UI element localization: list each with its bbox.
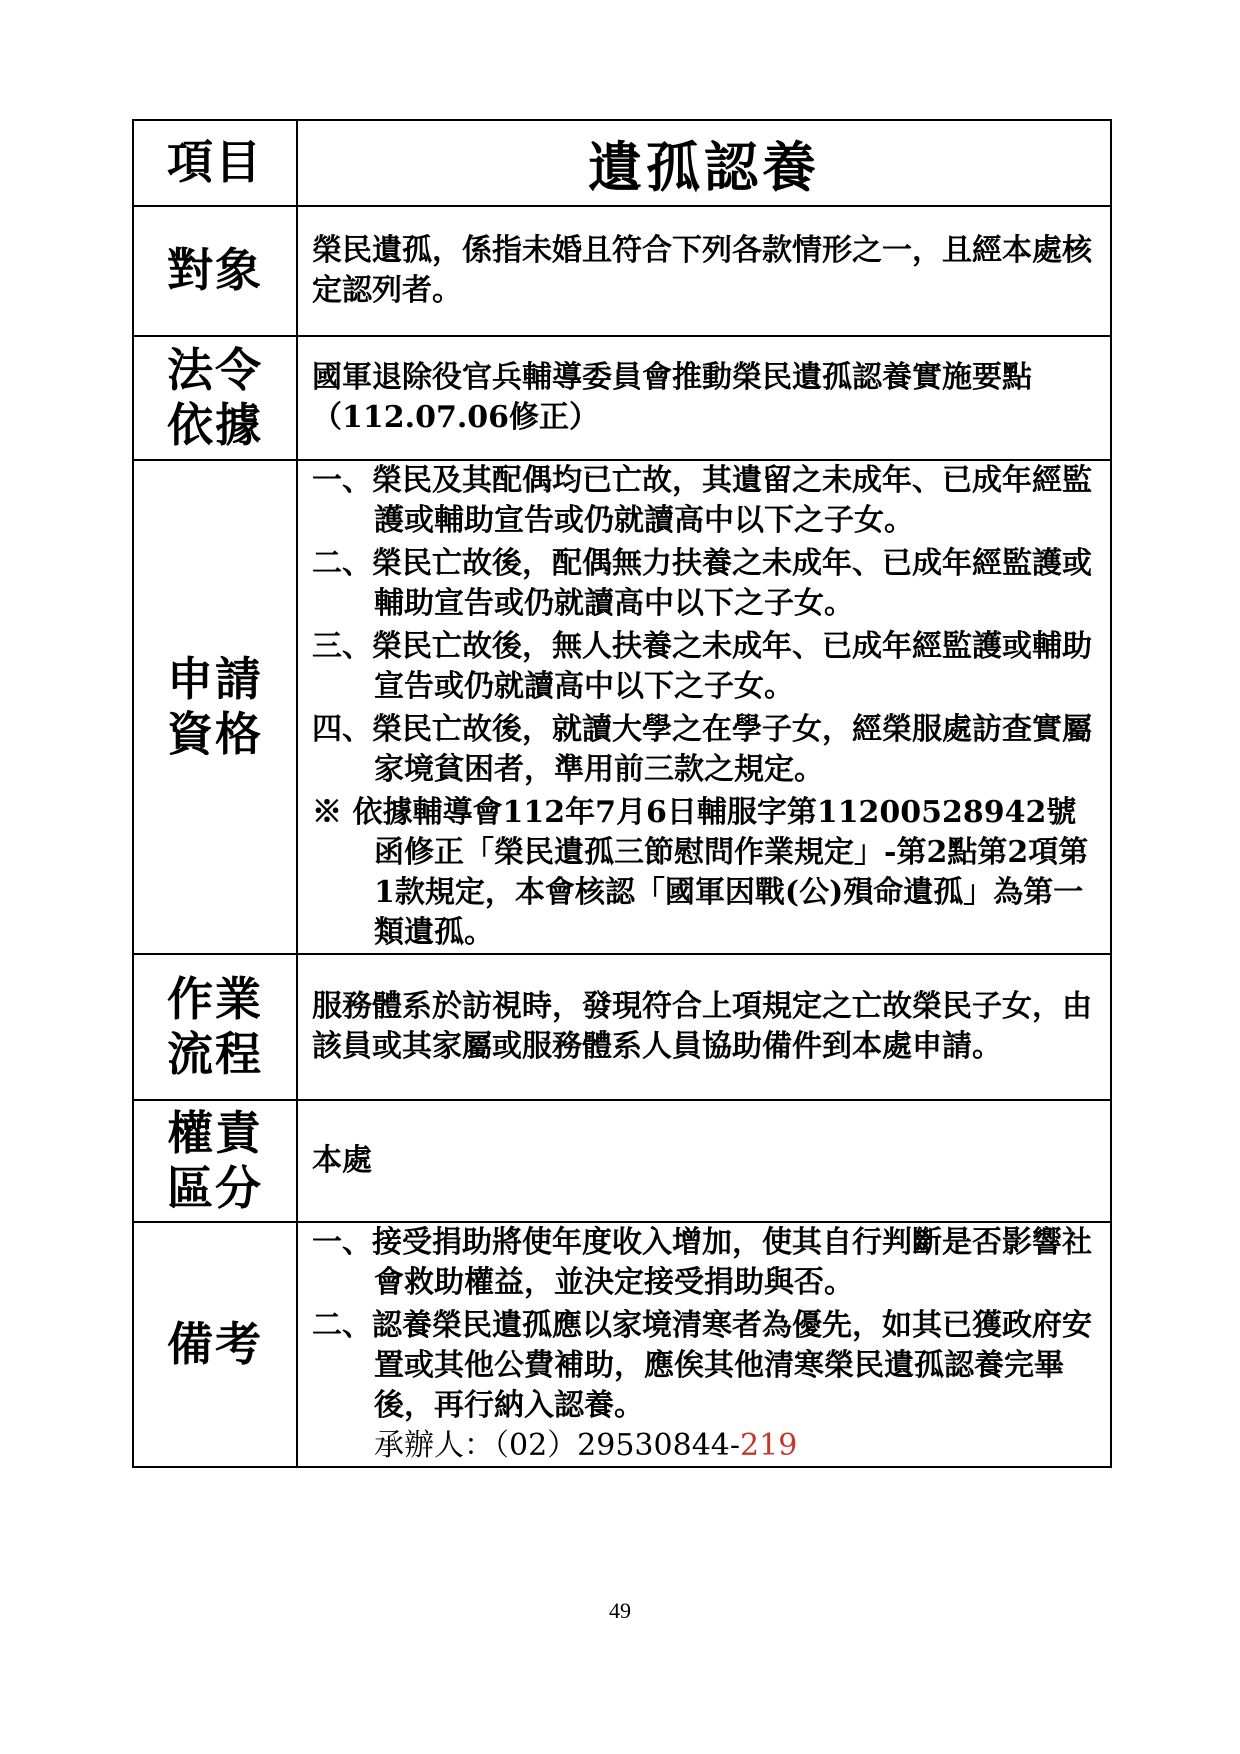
eligibility-label-line-1: 申請 — [167, 651, 263, 706]
remarks-item-2: 二、認養榮民遺孤應以家境清寒者為優先，如其已獲政府安置或其他公費補助，應俟其他清寒榮民遺孤認養完畢後，再行納入認養。 — [312, 1308, 1092, 1423]
eligibility-label — [133, 460, 297, 954]
form-table — [132, 119, 1112, 1468]
workflow-content: 服務體系於訪視時，發現符合上項規定之亡故榮民子女，由該員或其家屬或服務體系人員協助備件到本處申請。 — [297, 954, 1111, 1100]
eligibility-item-3: 三、榮民亡故後，無人扶養之未成年、已成年經監護或輔助宣告或仍就讀高中以下之子女。 — [312, 629, 1092, 704]
remarks-item-1: 一、接受捐助將使年度收入增加，使其自行判斷是否影響社會救助權益，並決定接受捐助與否。 — [312, 1225, 1092, 1300]
target-label-line-1: 對象 — [167, 243, 263, 298]
eligibility-label-line-2: 資格 — [167, 707, 263, 761]
responsibility-label-line-1: 權責 — [167, 1105, 263, 1160]
legal-basis-label — [133, 336, 297, 460]
workflow-label-line-1: 作業 — [167, 971, 263, 1026]
eligibility-item-1: 一、榮民及其配偶均已亡故，其遺留之未成年、已成年經監護或輔助宣告或仍就讀高中以下之子女。 — [312, 463, 1092, 538]
page-number: 49 — [609, 1598, 631, 1623]
row-remarks — [133, 1222, 1111, 1467]
responsibility-label-line-2: 區分 — [167, 1161, 263, 1215]
row-responsibility — [133, 1100, 1111, 1222]
legal-basis-content: 國軍退除役官兵輔導委員會推動榮民遺孤認養實施要點（112.07.06修正） — [297, 336, 1111, 460]
row-workflow — [133, 954, 1111, 1100]
legal-basis-label-line-2: 依據 — [167, 398, 263, 452]
responsibility-content: 本處 — [297, 1100, 1111, 1222]
remarks-label — [133, 1222, 297, 1467]
row-header — [133, 120, 1111, 206]
legal-basis-label-line-1: 法令 — [167, 342, 263, 397]
eligibility-note: ※ 依據輔導會112年7月6日輔服字第11200528942號函修正「榮民遺孤三節慰問作業規定」-第2點第2項第1款規定，本會核認「國軍因戰(公)殞命遺孤」為第一類遺孤。 — [312, 795, 1089, 950]
contact-line — [312, 1426, 1096, 1466]
target-label — [133, 206, 297, 336]
header-label: 項目 — [133, 120, 297, 206]
form-title: 遺孤認養 — [297, 120, 1111, 206]
workflow-label-line-2: 流程 — [167, 1027, 263, 1081]
eligibility-content — [297, 460, 1111, 954]
remarks-content — [297, 1222, 1111, 1467]
remarks-label-line-1: 備考 — [167, 1316, 263, 1371]
workflow-label — [133, 954, 297, 1100]
responsibility-label — [133, 1100, 297, 1222]
target-content: 榮民遺孤，係指未婚且符合下列各款情形之一，且經本處核定認列者。 — [297, 206, 1111, 336]
contact-label: 承辦人：（02）29530844- — [374, 1428, 741, 1463]
eligibility-item-4: 四、榮民亡故後，就讀大學之在學子女，經榮服處訪查實屬家境貧困者，準用前三款之規定。 — [312, 712, 1092, 787]
row-legal-basis — [133, 336, 1111, 460]
row-target — [133, 206, 1111, 336]
row-eligibility — [133, 460, 1111, 954]
contact-extension: 219 — [740, 1428, 798, 1463]
eligibility-item-2: 二、榮民亡故後，配偶無力扶養之未成年、已成年經監護或輔助宣告或仍就讀高中以下之子女。 — [312, 546, 1092, 621]
